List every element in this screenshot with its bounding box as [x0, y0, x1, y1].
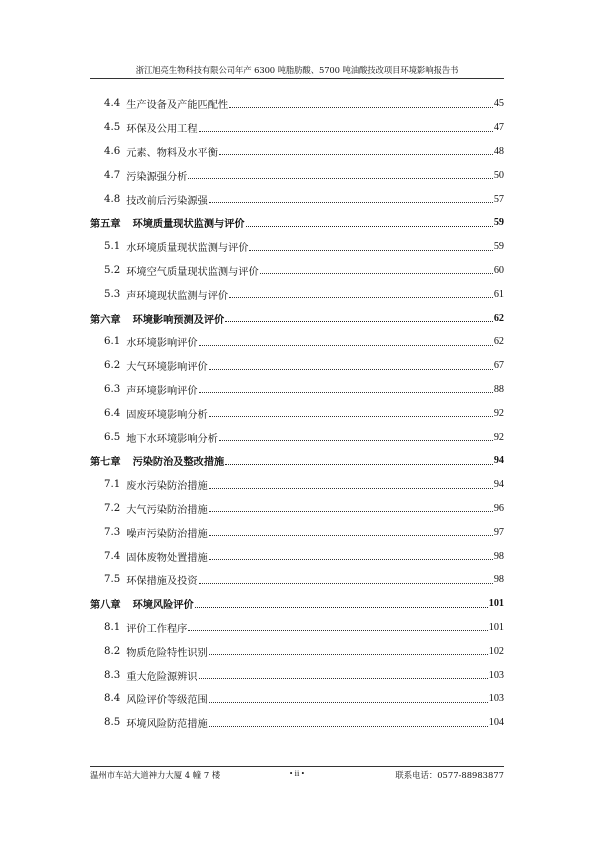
toc-entry-page: 59: [493, 241, 504, 253]
toc-entry-title: 声环境影响评价: [126, 385, 198, 397]
toc-dot-leader: [188, 630, 487, 631]
toc-entry-number: 8.3: [104, 669, 121, 681]
toc-entry-number: 7.5: [104, 574, 121, 586]
toc-section-entry[interactable]: [90, 473, 504, 497]
toc-entry-number: 7.4: [104, 550, 121, 562]
toc-entry-page: 94: [493, 479, 504, 491]
toc-dot-leader: [260, 273, 493, 274]
toc-entry-number: 6.2: [104, 360, 121, 372]
toc-entry-number: 6.4: [104, 407, 121, 419]
toc-entry-page: 103: [488, 693, 504, 705]
toc-entry-number: 8.4: [104, 693, 121, 705]
toc-entry-title: 风险评价等级范围: [126, 695, 208, 707]
toc-dot-leader: [195, 607, 488, 608]
toc-entry-page: 62: [493, 312, 504, 324]
toc-section-entry[interactable]: [90, 330, 504, 354]
toc-entry-title: 重大危险源辨识: [126, 671, 198, 683]
toc-dot-leader: [246, 226, 493, 227]
toc-dot-leader: [209, 726, 488, 727]
toc-section-entry[interactable]: [90, 116, 504, 140]
table-of-contents: [90, 92, 504, 735]
toc-entry-page: 67: [493, 360, 504, 372]
toc-dot-leader: [199, 345, 493, 346]
toc-entry-title: 环境风险防范措施: [126, 719, 208, 731]
toc-entry-number: 5.2: [104, 264, 121, 276]
toc-dot-leader: [199, 583, 493, 584]
toc-entry-title: 环保措施及投资: [126, 576, 198, 588]
toc-entry-page: 102: [488, 645, 504, 657]
toc-entry-title: 环保及公用工程: [126, 124, 198, 136]
footer-page-number: • ii •: [289, 769, 305, 778]
toc-dot-leader: [225, 464, 493, 465]
footer-rule: [90, 766, 504, 767]
toc-section-entry[interactable]: [90, 282, 504, 306]
toc-entry-title: 大气环境影响评价: [126, 362, 208, 374]
toc-entry-number: 5.3: [104, 288, 121, 300]
toc-entry-page: 45: [493, 98, 504, 110]
toc-chapter-entry[interactable]: [90, 449, 504, 473]
toc-entry-number: 8.2: [104, 645, 121, 657]
toc-entry-title: 水环境影响评价: [126, 338, 198, 350]
toc-entry-title: 固废环境影响分析: [126, 409, 208, 421]
toc-entry-title: 评价工作程序: [126, 623, 188, 635]
toc-dot-leader: [229, 107, 493, 108]
toc-entry-number: 第八章: [90, 599, 121, 612]
toc-section-entry[interactable]: [90, 711, 504, 735]
toc-entry-title: 环境空气质量现状监测与评价: [126, 266, 259, 278]
toc-section-entry[interactable]: [90, 187, 504, 211]
toc-entry-number: 6.1: [104, 336, 121, 348]
toc-chapter-entry[interactable]: [90, 211, 504, 235]
toc-entry-page: 47: [493, 122, 504, 134]
toc-entry-number: 4.7: [104, 169, 121, 181]
toc-entry-page: 57: [493, 193, 504, 205]
toc-entry-page: 96: [493, 502, 504, 514]
toc-entry-number: 4.4: [104, 98, 121, 110]
toc-entry-page: 98: [493, 550, 504, 562]
toc-entry-page: 103: [488, 669, 504, 681]
toc-entry-page: 60: [493, 264, 504, 276]
toc-dot-leader: [209, 511, 493, 512]
toc-entry-title: 污染防治及整改措施: [132, 456, 225, 469]
toc-entry-page: 92: [493, 431, 504, 443]
toc-dot-leader: [229, 297, 493, 298]
toc-section-entry[interactable]: [90, 401, 504, 425]
toc-entry-number: 第七章: [90, 456, 121, 469]
toc-dot-leader: [199, 392, 493, 393]
toc-dot-leader: [199, 131, 493, 132]
toc-dot-leader: [225, 321, 493, 322]
toc-dot-leader: [249, 250, 492, 251]
toc-entry-title: 噪声污染防治措施: [126, 528, 208, 540]
toc-entry-title: 水环境质量现状监测与评价: [126, 243, 249, 255]
toc-entry-number: 4.8: [104, 193, 121, 205]
toc-entry-title: 环境质量现状监测与评价: [132, 218, 245, 231]
toc-entry-title: 物质危险特性识别: [126, 647, 208, 659]
toc-entry-title: 声环境现状监测与评价: [126, 290, 229, 302]
toc-entry-title: 环境风险评价: [132, 599, 194, 612]
toc-entry-title: 固体废物处置措施: [126, 552, 208, 564]
toc-entry-number: 4.6: [104, 145, 121, 157]
toc-section-entry[interactable]: [90, 259, 504, 283]
toc-dot-leader: [209, 559, 493, 560]
footer-phone: 联系电话：0577-88983877: [395, 770, 504, 780]
toc-entry-number: 7.1: [104, 479, 121, 491]
toc-section-entry[interactable]: [90, 639, 504, 663]
toc-entry-title: 大气污染防治措施: [126, 504, 208, 516]
toc-entry-page: 50: [493, 169, 504, 181]
toc-section-entry[interactable]: [90, 568, 504, 592]
toc-entry-title: 污染源强分析: [126, 171, 188, 183]
toc-section-entry[interactable]: [90, 687, 504, 711]
toc-entry-page: 101: [488, 598, 504, 610]
toc-entry-number: 第五章: [90, 218, 121, 231]
toc-entry-number: 6.5: [104, 431, 121, 443]
toc-entry-page: 48: [493, 145, 504, 157]
toc-entry-number: 6.3: [104, 383, 121, 395]
toc-entry-number: 7.3: [104, 526, 121, 538]
toc-entry-page: 98: [493, 574, 504, 586]
toc-section-entry[interactable]: [90, 544, 504, 568]
toc-dot-leader: [209, 369, 493, 370]
toc-entry-title: 地下水环境影响分析: [126, 433, 218, 445]
toc-entry-number: 8.1: [104, 621, 121, 633]
toc-entry-title: 生产设备及产能匹配性: [126, 100, 229, 112]
toc-section-entry[interactable]: [90, 163, 504, 187]
toc-dot-leader: [209, 535, 493, 536]
toc-dot-leader: [219, 440, 493, 441]
toc-dot-leader: [188, 178, 492, 179]
toc-section-entry[interactable]: [90, 92, 504, 116]
toc-entry-page: 88: [493, 383, 504, 395]
toc-section-entry[interactable]: [90, 520, 504, 544]
toc-section-entry[interactable]: [90, 663, 504, 687]
toc-entry-page: 97: [493, 526, 504, 538]
toc-dot-leader: [219, 154, 493, 155]
toc-section-entry[interactable]: [90, 140, 504, 164]
toc-entry-title: 技改前后污染源强: [126, 195, 208, 207]
toc-entry-number: 5.1: [104, 241, 121, 253]
toc-entry-page: 94: [493, 455, 504, 467]
toc-entry-number: 8.5: [104, 717, 121, 729]
toc-chapter-entry[interactable]: [90, 592, 504, 616]
page-footer: [90, 769, 504, 781]
toc-dot-leader: [209, 654, 488, 655]
header-rule: [90, 78, 504, 79]
toc-section-entry[interactable]: [90, 354, 504, 378]
toc-entry-page: 59: [493, 217, 504, 229]
toc-section-entry[interactable]: [90, 425, 504, 449]
toc-dot-leader: [209, 202, 493, 203]
toc-entry-page: 62: [493, 336, 504, 348]
toc-entry-title: 环境影响预测及评价: [132, 313, 225, 326]
toc-entry-page: 92: [493, 407, 504, 419]
footer-address: 温州市车站大道神力大厦 4 幢 7 楼: [90, 770, 221, 780]
toc-section-entry[interactable]: [90, 616, 504, 640]
toc-dot-leader: [209, 416, 493, 417]
toc-section-entry[interactable]: [90, 497, 504, 521]
toc-entry-page: 104: [488, 717, 504, 729]
toc-section-entry[interactable]: [90, 235, 504, 259]
toc-dot-leader: [209, 488, 493, 489]
toc-entry-number: 4.5: [104, 122, 121, 134]
toc-entry-title: 元素、物料及水平衡: [126, 147, 218, 159]
toc-chapter-entry[interactable]: [90, 306, 504, 330]
toc-dot-leader: [209, 702, 488, 703]
toc-section-entry[interactable]: [90, 378, 504, 402]
toc-entry-page: 101: [488, 621, 504, 633]
page-header: 浙江旭亮生物科技有限公司年产 6300 吨脂肪酸、5700 吨油酸技改项目环境影响报告书: [135, 65, 459, 75]
toc-entry-page: 61: [493, 288, 504, 300]
toc-entry-number: 7.2: [104, 502, 121, 514]
toc-dot-leader: [199, 678, 488, 679]
toc-entry-title: 废水污染防治措施: [126, 481, 208, 493]
toc-entry-number: 第六章: [90, 313, 121, 326]
